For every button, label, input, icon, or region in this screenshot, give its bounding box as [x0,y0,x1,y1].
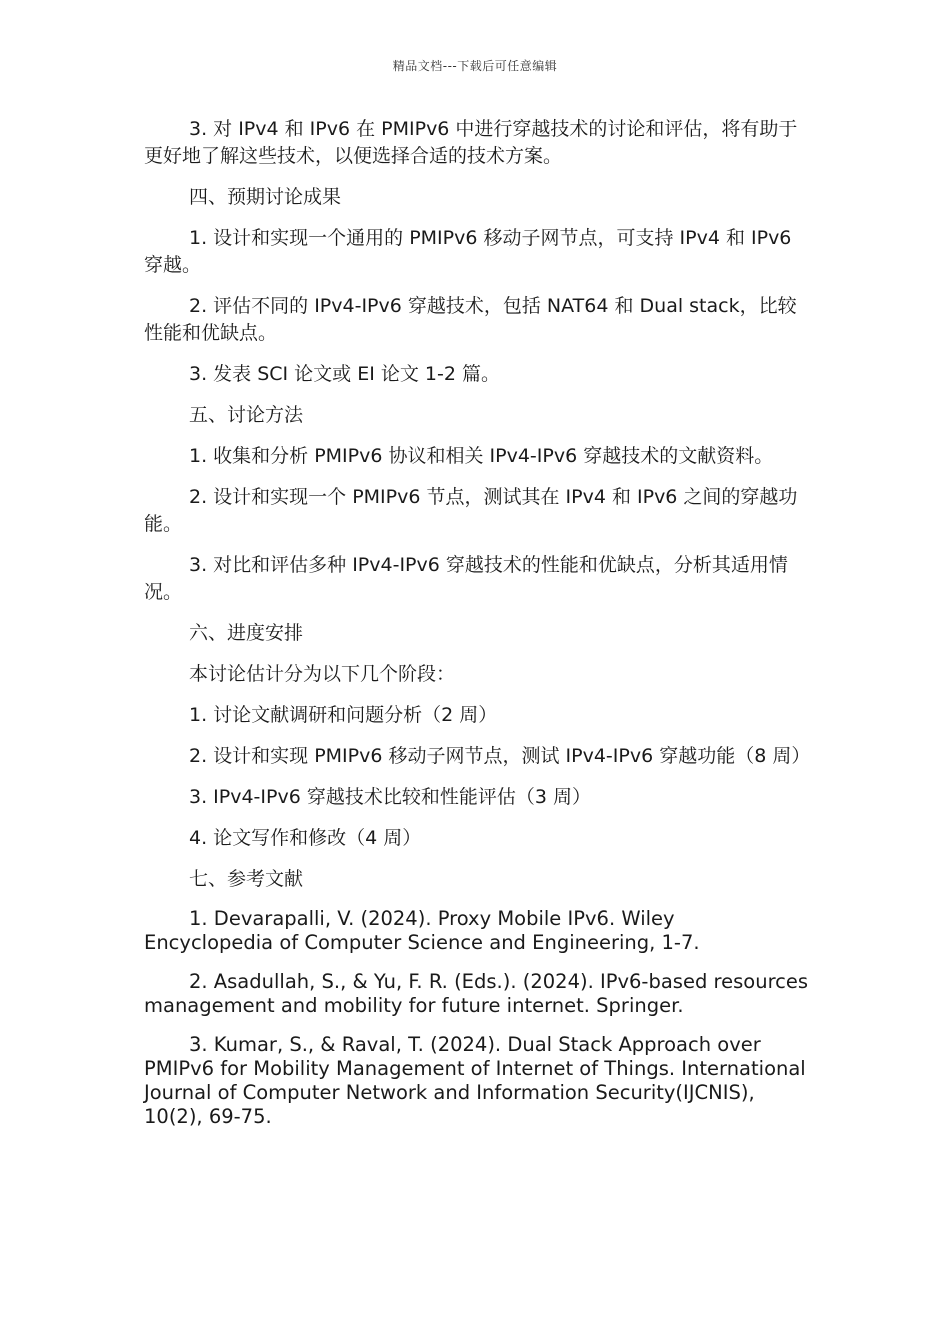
section-heading-expected-results: 四、预期讨论成果 [189,186,342,208]
reference-item-2: 2. Asadullah, S., & Yu, F. R. (Eds.). (2024). IPv6-based resources management and mobility for future internet. Springer. [144,970,809,1017]
section-heading-methods: 五、讨论方法 [189,404,304,426]
schedule-intro: 本讨论估计分为以下几个阶段： [189,663,456,685]
reference-item-3: 3. Kumar, S., & Raval, T. (2024). Dual Stack Approach over PMIPv6 for Mobility Management of Internet of Things. International Journal of Computer Network and Information Security(IJCNIS), 10(2), 69-75. [144,1033,806,1128]
schedule-item-3: 3. IPv4-IPv6 穿越技术比较和性能评估（3 周） [189,786,591,808]
schedule-item-1: 1. 讨论文献调研和问题分析（2 周） [189,704,498,726]
document-body [144,116,809,1144]
result-item-1: 1. 设计和实现一个通用的 PMIPv6 移动子网节点，可支持 IPv4 和 IPv6 穿越。 [144,227,792,276]
method-item-3: 3. 对比和评估多种 IPv4-IPv6 穿越技术的性能和优缺点，分析其适用情况。 [144,554,788,603]
result-item-2: 2. 评估不同的 IPv4-IPv6 穿越技术，包括 NAT64 和 Dual stack，比较性能和优缺点。 [144,295,797,344]
result-item-3: 3. 发表 SCI 论文或 EI 论文 1-2 篇。 [189,363,500,385]
method-item-2: 2. 设计和实现一个 PMIPv6 节点，测试其在 IPv4 和 IPv6 之间的穿越功能。 [144,486,798,535]
method-item-1: 1. 收集和分析 PMIPv6 协议和相关 IPv4-IPv6 穿越技术的文献资料。 [189,445,774,467]
section-heading-references: 七、参考文献 [189,868,304,890]
page-header: 精品文档---下载后可任意编辑 [392,59,558,73]
section-heading-schedule: 六、进度安排 [189,622,304,644]
reference-item-1: 1. Devarapalli, V. (2024). Proxy Mobile IPv6. Wiley Encyclopedia of Computer Science and Engineering, 1-7. [144,907,700,954]
paragraph-item-3-evaluation: 3. 对 IPv4 和 IPv6 在 PMIPv6 中进行穿越技术的讨论和评估，将有助于更好地了解这些技术，以便选择合适的技术方案。 [144,118,798,167]
schedule-item-4: 4. 论文写作和修改（4 周） [189,827,422,849]
schedule-item-2: 2. 设计和实现 PMIPv6 移动子网节点，测试 IPv4-IPv6 穿越功能（8 周） [189,745,811,767]
